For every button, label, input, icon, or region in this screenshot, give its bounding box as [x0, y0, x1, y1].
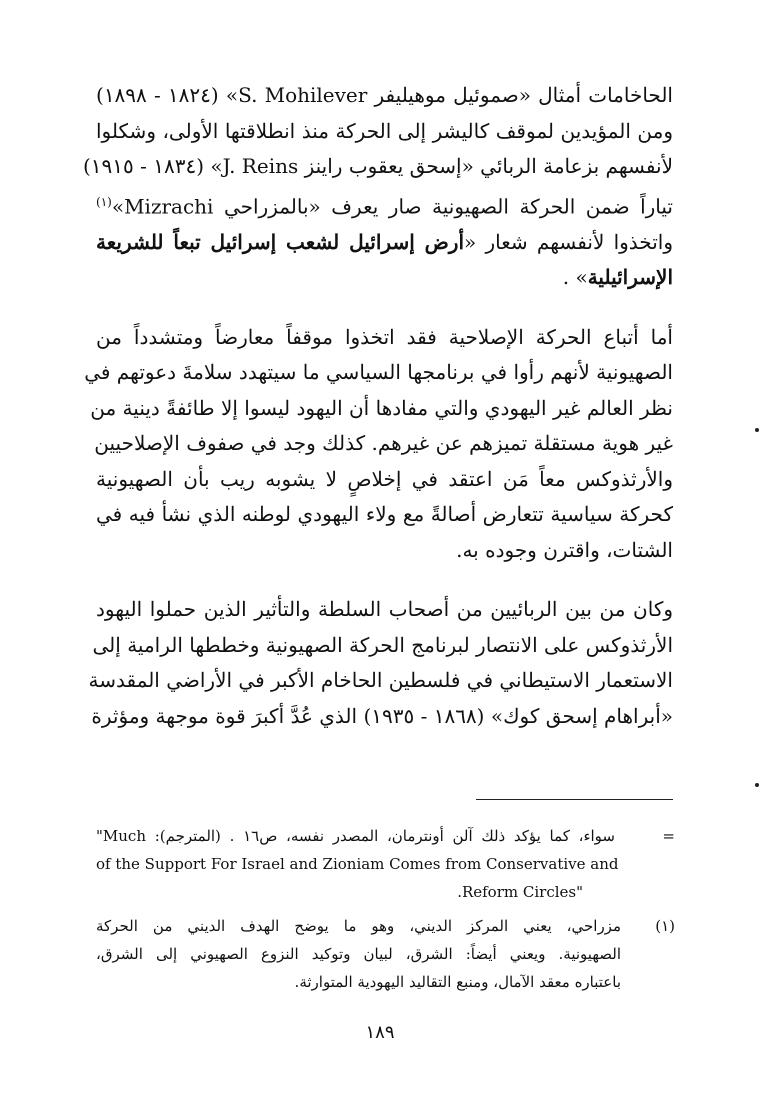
text-line: غير هوية مستقلة تميزهم عن غيرهم. كذلك وجد في صفوف الإصلاحيين: [94, 431, 673, 456]
text-line: الصهيونية لأنهم رأوا في برنامجها السياسي ما سيتهدد سلامةَ دعوتهم في: [84, 360, 673, 385]
text-line: [96, 260, 673, 296]
footnote-line: [96, 822, 615, 850]
footnote-1: [96, 912, 673, 996]
footnote-marker: =: [662, 827, 675, 845]
slogan-text: أرض إسرائيل لشعب إسرائيل تبعاً للشريعة: [96, 229, 465, 254]
main-text: [82, 78, 673, 734]
footnote-marker: (١): [655, 917, 675, 935]
scan-mark: [755, 783, 759, 787]
text-line: «أبراهام إسحق كوك» (١٨٦٨ - ١٩٣٥) الذي عُدَّ أكبرَ قوة موجهة ومؤثرة: [91, 703, 673, 728]
footnote-line: الصهيونية. ويعني أيضاً: الشرق، لبيان وتوكيد النزوع الصهيوني إلى الشرق،: [96, 945, 621, 963]
footnote-english-line: .Reform Circles": [457, 883, 583, 901]
paragraph-1: [82, 78, 673, 296]
paragraph-2: [84, 320, 673, 569]
text-line: [96, 225, 673, 261]
text-line: الشتات، واقترن وجوده به.: [456, 537, 673, 562]
footnote-line: مزراحي، يعني المركز الديني، وهو ما يوضح الهدف الديني من الحركة: [96, 917, 621, 935]
footnote-reference: (١): [96, 194, 112, 209]
footnote-english: "Much: [96, 827, 146, 845]
text-line: [96, 185, 673, 225]
text-fragment: » .: [562, 265, 588, 290]
text-line: الحاخامات أمثال «صموئيل موهيليفر S. Mohilever» (١٨٢٤ - ١٨٩٨): [96, 83, 673, 107]
text-line: الاستعمار الاستيطاني في فلسطين الحاخام الأكبر في الأراضي المقدسة: [88, 668, 673, 693]
paragraph-3: [88, 592, 673, 734]
text-fragment: تياراً ضمن الحركة الصهيونية صار يعرف «بالمزراحي Mizrachi»: [111, 194, 673, 219]
text-line: لأنفسهم بزعامة الربائي «إسحق يعقوب راينز J. Reins» (١٨٣٤ - ١٩١٥): [82, 154, 673, 178]
text-line: كحركة سياسية تتعارض أصالةً مع ولاء اليهودي لوطنه الذي نشأ فيه في: [96, 502, 673, 527]
footnotes: [96, 822, 673, 1002]
footnote-continuation: [96, 822, 673, 906]
text-fragment: واتخذوا لأنفسهم شعار «: [464, 229, 673, 254]
slogan-text: الإسرائيلية: [587, 265, 673, 290]
footnote-separator: [476, 799, 673, 800]
page-number: ١٨٩: [365, 1022, 395, 1043]
scan-mark: [755, 428, 759, 432]
text-line: والأرثذوكس معاً مَن اعتقد في إخلاصٍ لا يشوبه ريب بأن الصهيونية: [96, 466, 673, 491]
text-line: الأرثذوكس على الانتصار لبرنامج الحركة الصهيونية وخططها الرامية إلى: [92, 632, 673, 657]
footnote-line: باعتباره معقد الآمال، ومنبع التقاليد اليهودية المتوارثة.: [294, 973, 621, 991]
text-line: وكان من بين الربائيين من أصحاب السلطة والتأثير الذين حملوا اليهود: [96, 597, 673, 622]
text-line: ومن المؤيدين لموقف كاليشر إلى الحركة منذ انطلاقتها الأولى، وشكلوا: [96, 118, 673, 143]
footnote-english-line: of the Support For Israel and Zioniam Comes from Conservative and: [96, 855, 619, 873]
text-line: نظر العالم غير اليهودي والتي مفادها أن اليهود ليسوا إلا طائفةً دينية من: [90, 395, 673, 420]
text-line: أما أتباع الحركة الإصلاحية فقد اتخذوا موقفاً معارضاً ومتشدداً من: [96, 324, 673, 349]
footnote-text: سواء، كما يؤكد ذلك آلن أونترمان، المصدر نفسه، ص١٦ . (المترجم):: [154, 827, 615, 845]
